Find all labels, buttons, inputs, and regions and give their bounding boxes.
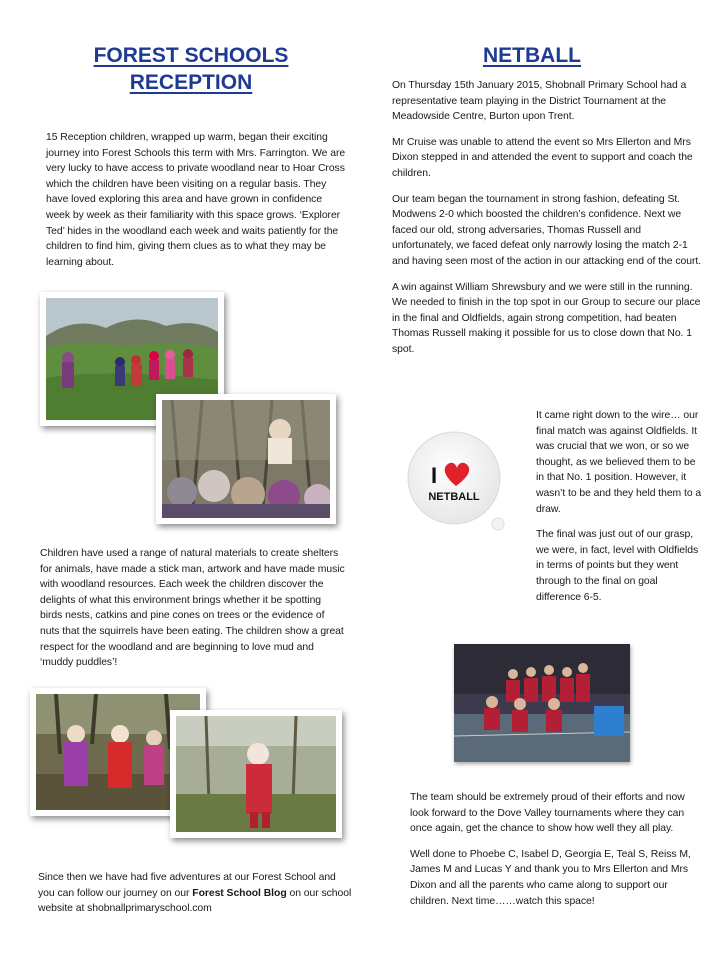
forest-school-blog-link[interactable]: Forest School Blog xyxy=(192,887,287,899)
netball-closing-paragraphs xyxy=(410,790,706,909)
forest-middle-paragraph xyxy=(40,546,346,671)
forest-schools-title xyxy=(40,42,342,96)
netball-team-image xyxy=(454,644,630,762)
forest-closing-text xyxy=(38,870,352,917)
netball-p7: The team should be extremely proud of their efforts and now look forward to the Dove Valley tournaments where they can once again, get the chance to show how well they all play. xyxy=(410,792,685,835)
netball-p3: Our team began the tournament in strong fashion, defeating St. Modwens 2-0 which boosted the children’s confidence. Next we faced our old, strong adversaries, Thomas Russell and unfortunately, we faced defeat only narrowly losing the match 2-1 and having seen most of the action in our attacking end of the court. xyxy=(392,193,702,267)
netball-p4: A win against William Shrewsbury and we were still in the running. We needed to finish in the top spot in our Group to secure our place in the final and Oldfields, again strong competition, had beaten Thomas Russell making it possible for us to close down that No. 1 spot. xyxy=(392,281,701,355)
forest-middle-text: Children have used a range of natural materials to create shelters for animals, have made a stick man, artwork and have made music with woodland resources. Each week the children discover the delights of what this environment brings whether it be spotting birds nests, catkins and pine cones on trees or the evidence of nuts that the squirrels have been eating. The children show a great respect for the woodland and are beginning to love mud and ‘muddy puddles’! xyxy=(40,548,345,669)
forest-intro-paragraph xyxy=(46,130,346,270)
netball-title-text: NETBALL xyxy=(483,44,581,67)
forest-title-line2: RECEPTION xyxy=(129,71,253,94)
badge-i-text: I xyxy=(430,463,438,488)
netball-p5: It came right down to the wire… our final match was against Oldfields. It was crucial that we won, or so we thought, as we believed them to be in that No. 1 position. However, it wasn’t to be and they held them to a draw. xyxy=(536,410,702,515)
forest-closing-end: on our school website at shobnallprimaryschool.com xyxy=(38,887,352,915)
netball-p8: Well done to Phoebe C, Isabel D, Georgia E, Teal S, Reiss M, James M and Lucas Y and thank you to Mrs Ellerton and Mrs Dixon and all the parents who came along to support our children. Next time……watch this space! xyxy=(410,848,691,907)
netball-p6: The final was just out of our grasp, we were, in fact, level with Oldfields in terms of points but they went through to the final on goal difference 6-5. xyxy=(536,529,699,603)
explorer-ted-image xyxy=(162,400,330,518)
child-in-red-image xyxy=(176,716,336,832)
forest-photo-child xyxy=(170,710,342,838)
forest-title-line1: FOREST SCHOOLS xyxy=(93,44,289,67)
forest-closing-paragraph xyxy=(38,870,352,917)
forest-photo-ted xyxy=(156,394,336,524)
netball-paragraphs xyxy=(392,78,704,358)
netball-title xyxy=(392,42,672,69)
i-love-netball-badge xyxy=(404,428,510,534)
netball-final-paragraphs xyxy=(536,408,704,605)
forest-intro-text: 15 Reception children, wrapped up warm, began their exciting journey into Forest Schools this term with Mrs. Farrington. We are very lucky to have access to private woodland near to Hoar Cross which the children have been visiting on a regular basis. They have loved exploring this area and have grown in confidence week by week as their familiarity with this space grows. ‘Explorer Ted’ hides in the woodland each week and waits patiently for the children to find him, giving them clues as to what they may be learning about. xyxy=(46,132,346,268)
netball-p2: Mr Cruise was unable to attend the event so Mrs Ellerton and Mrs Dixon stepped in and attended the event to support and coach the children. xyxy=(392,136,693,179)
badge-netball-text: NETBALL xyxy=(428,491,480,503)
forest-closing-start: Since then we have had five adventures at our Forest School and you can follow our journey on our xyxy=(38,872,336,899)
netball-p1: On Thursday 15th January 2015, Shobnall Primary School had a representative team playing in the District Tournament at the Meadowside Centre, Burton upon Trent. xyxy=(392,80,687,123)
netball-team-photo xyxy=(454,644,630,762)
